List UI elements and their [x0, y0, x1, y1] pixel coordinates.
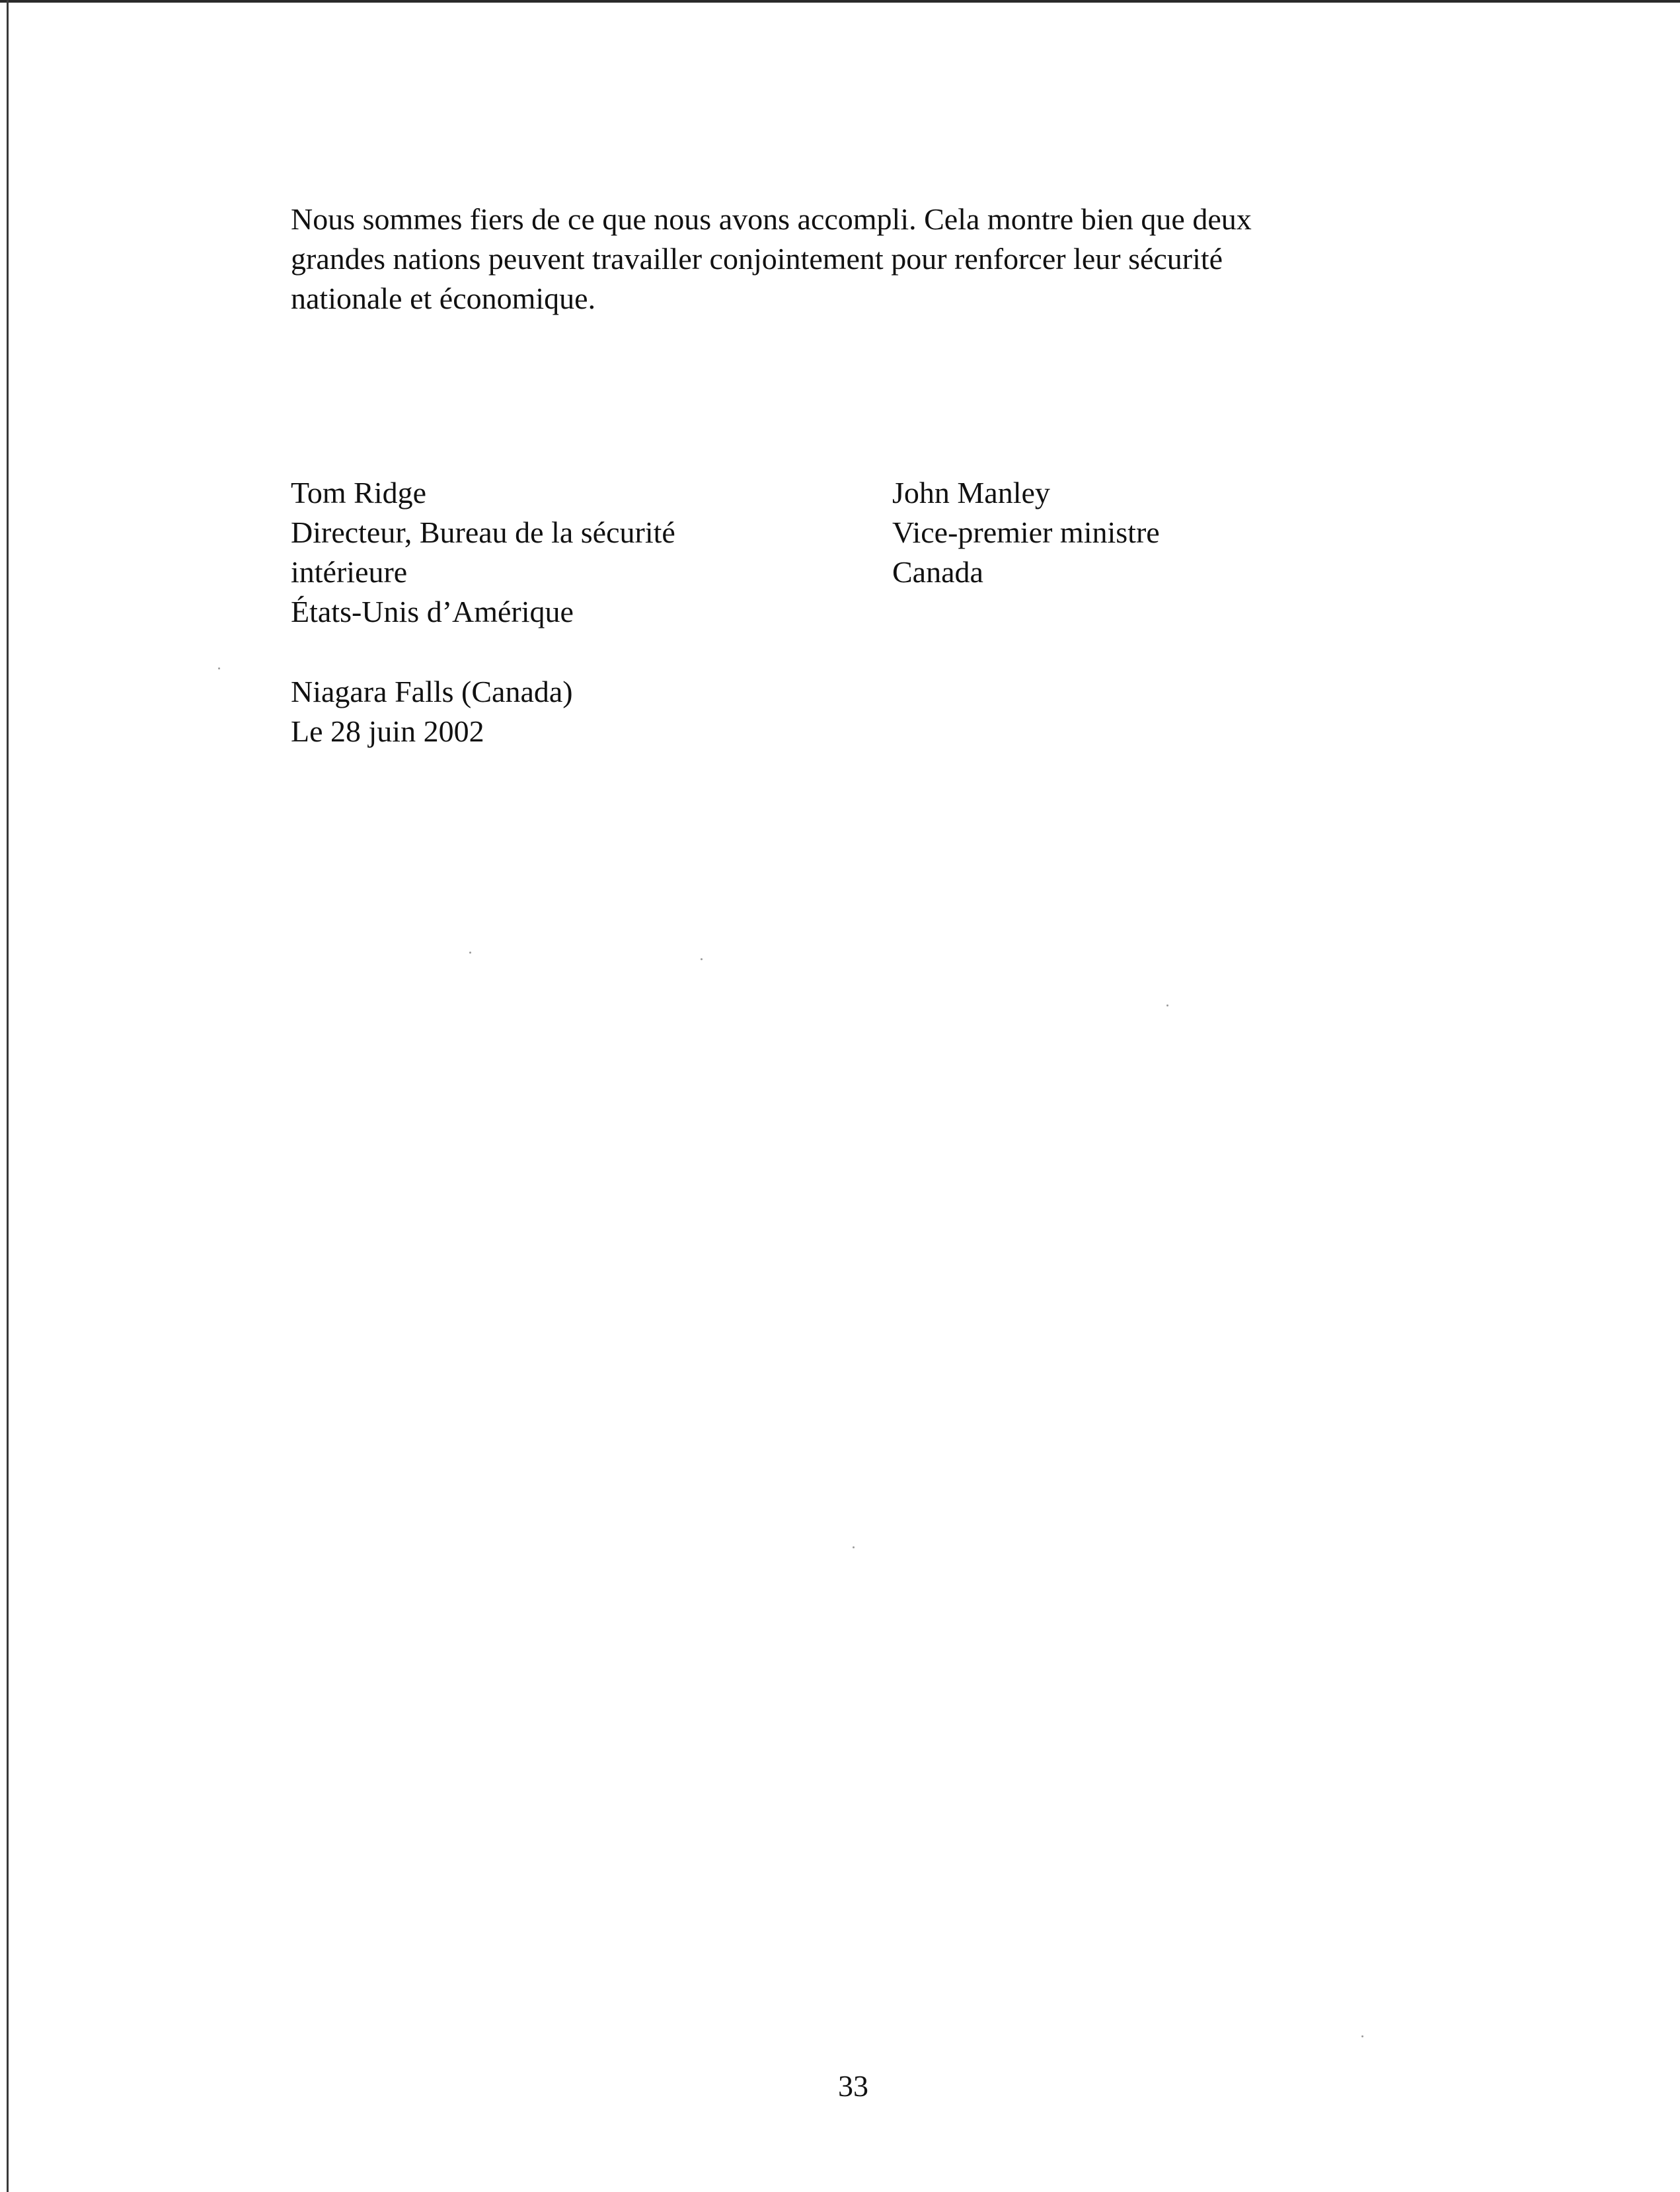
signatory-manley — [892, 473, 1160, 592]
scan-speck — [218, 667, 220, 669]
scan-speck — [1361, 2035, 1363, 2037]
scan-speck — [469, 952, 471, 954]
scan-speck — [1166, 1004, 1168, 1006]
signatory-ridge — [291, 473, 675, 632]
signatory-country: Canada — [892, 555, 983, 589]
paragraph-line: nationale et économique. — [291, 282, 596, 315]
signatory-title: Vice-premier ministre — [892, 515, 1160, 549]
signatory-name: Tom Ridge — [291, 476, 427, 510]
scan-speck — [853, 1546, 855, 1548]
paragraph-line: Nous sommes fiers de ce que nous avons accompli. Cela montre bien que deux — [291, 202, 1252, 236]
signatory-title: Directeur, Bureau de la sécurité — [291, 515, 675, 549]
scan-edge-top — [0, 0, 1680, 3]
scan-speck — [701, 958, 703, 960]
signatory-country: États-Unis d’Amérique — [291, 595, 574, 628]
paragraph-line: grandes nations peuvent travailler conjointement pour renforcer leur sécurité — [291, 242, 1223, 276]
page-number: 33 — [838, 2069, 868, 2103]
place-and-date — [291, 672, 573, 751]
scan-edge-left — [7, 0, 9, 2192]
date: Le 28 juin 2002 — [291, 714, 484, 748]
signatory-name: John Manley — [892, 476, 1050, 510]
closing-paragraph — [291, 200, 1388, 319]
signatory-title: intérieure — [291, 555, 408, 589]
place: Niagara Falls (Canada) — [291, 675, 573, 708]
